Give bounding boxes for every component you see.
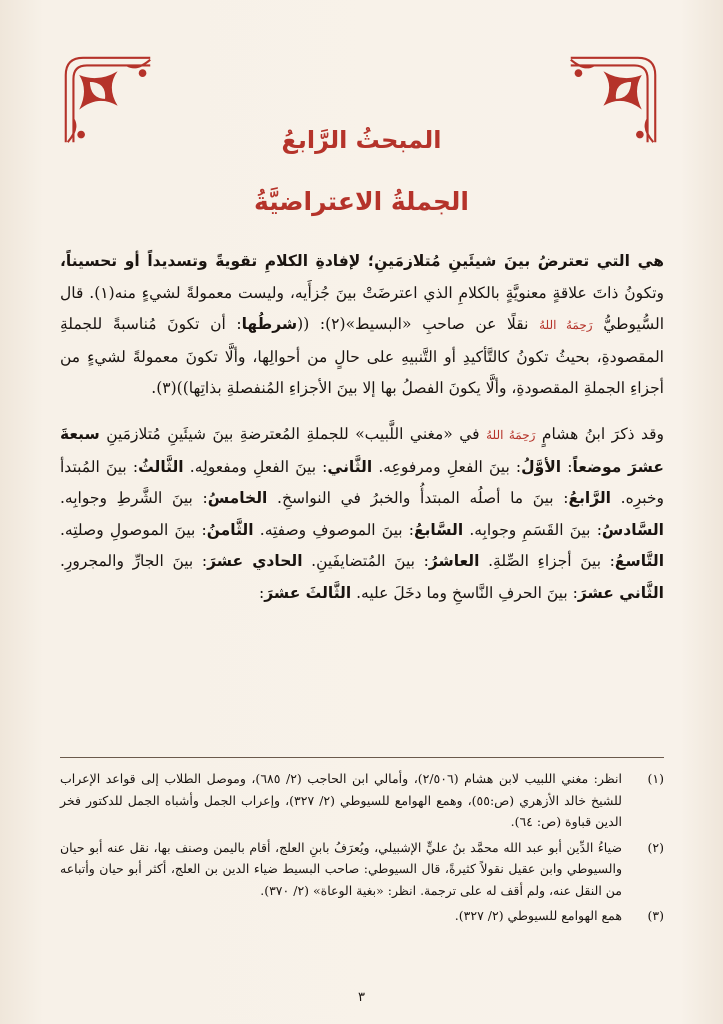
ordinal-label: الرَّابعُ: [568, 489, 611, 508]
footnote-item: [60, 905, 664, 927]
text-run: وقد ذكرَ ابنُ هشامٍ: [535, 424, 665, 443]
footnote-ref[interactable]: (٢): [325, 315, 346, 334]
ordinal-label: السَّابعُ: [414, 520, 464, 539]
text-run: : بينَ الشَّرطِ وجوابِه.: [60, 489, 208, 508]
footnote-text: ضياءُ الدِّين أبو عبد الله محمَّد بنُ عليٍّ الإشبيلي، ويُعرَفُ بابنِ العلج، أقام باليمن وصنف بها، نقل عنه أبو حيان والسيوطي وابن عقيل نقولاً كثيرةً، قال السيوطي: صاحب البسيط ضياء الدين بن العلج، أكثر أبو حيان وأتباعه من النقل عنه، ولم أقف له على ترجمة. انظر: «بغية الوعاة» (٢/ ٣٧٠).: [60, 839, 622, 898]
headings: [0, 120, 723, 222]
footnote-item: [60, 837, 664, 902]
ordinal-label: الحادي عشرَ: [207, 552, 303, 571]
ordinal-label: الثَّاني: [327, 457, 373, 476]
ordinal-label: التَّاسعُ: [614, 552, 665, 571]
count-label: سبعةَ عشرَ موضعاً: [60, 424, 664, 476]
paragraph-definition: [60, 246, 664, 405]
text-run: : بينَ المُتضايفَينِ.: [302, 552, 429, 571]
text-run: : بينَ الجارِّ والمجرورِ.: [60, 552, 208, 571]
honorific: رَحِمَهُ اللهُ: [486, 427, 536, 442]
text-run: : بينَ أجزاءِ الصِّلةِ.: [479, 552, 615, 571]
ordinal-label: الثَّاني عشرَ: [577, 583, 664, 602]
page-number: ٣: [358, 990, 365, 1005]
ordinal-label: الثَّامنُ: [206, 520, 254, 539]
footnotes: [60, 768, 664, 931]
honorific: رَحِمَهُ اللهُ: [539, 318, 593, 333]
text-run: :: [259, 583, 265, 602]
ordinal-label: الخامسُ: [207, 489, 268, 508]
text-run: .: [151, 379, 157, 398]
text-run: . قال السُّيوطيُّ: [60, 283, 664, 334]
text-run: : بينَ المُبتدأ وخبرِه.: [60, 457, 665, 508]
footnote-ref[interactable]: (٣): [156, 379, 177, 398]
text-run: وتكونُ ذاتَ علاقةٍ معنويَّةٍ بالكلامِ الذي اعترضَتْ بينَ جُزأَيه، وليست معمولةً لشيءٍ منه: [114, 283, 664, 302]
ordinal-label: الثَّالثُ: [138, 457, 184, 476]
footnote-item: [60, 768, 664, 833]
footnote-text: همع الهوامع للسيوطي (٢/ ٣٢٧).: [454, 908, 622, 923]
footnote-ref[interactable]: (١): [94, 283, 115, 302]
text-run: : أن تكونَ مُناسبةً للجملةِ المقصودةِ، بحيثُ تكونُ كالتَّأكيدِ أو التَّنبيهِ على حالٍ من أحوالِها، وألَّا تكونَ معمولةً لشيءٍ من أجزاءِ الجملةِ المقصودةِ، وألَّا يكونَ الفصلُ بها إلا بينَ الأجزاءِ المُنفصلةِ بذاتِها)): [60, 315, 664, 398]
ordinal-label: السَّادسُ: [601, 520, 664, 539]
text-run: : بينَ الفعلِ ومرفوعِه.: [372, 457, 522, 476]
definition-lead: هي التي تعترضُ بينَ شيئَينِ مُتلازمَينِ؛ لإفادةِ الكلامِ تقويةً وتسديداً أو تحسيناً،: [60, 252, 664, 270]
text-run: نقلًا عن صاحبِ «البسيط»: [345, 315, 540, 334]
text-run: :: [561, 457, 573, 476]
text-run: في «مغني اللَّبيب» للجملةِ المُعترضةِ بينَ شيئَينِ مُتلازمَينِ: [99, 424, 487, 443]
ordinal-label: العاشرُ: [428, 552, 480, 571]
text-run: : بينَ ما أصلُه المبتدأُ والخبرُ في النواسخِ.: [267, 489, 569, 508]
paragraph-positions: [60, 419, 664, 610]
footnote-divider: [60, 757, 664, 758]
footnote-number: (٢): [647, 839, 664, 855]
ordinal-label: الثَّالثَ عشرَ: [264, 583, 352, 602]
text-run: : بينَ الموصولِ وصلتِه.: [60, 520, 207, 539]
text-run: : ((: [297, 315, 326, 334]
ordinal-label: الأوَّلُ: [521, 457, 562, 476]
section-title: الجملةُ الاعتراضيَّةُ: [254, 187, 469, 216]
body-text: [60, 246, 664, 610]
term-label: شرطُها: [241, 315, 298, 334]
footnote-text: انظر: مغني اللبيب لابن هشام (٢/٥٠٦)، وأمالي ابن الحاجب (٢/ ٦٨٥)، وموصل الطلاب إلى قواعد الإعراب للشيخ خالد الأزهري (ص:٥٥)، وهمع الهوامع للسيوطي (٢/ ٣٢٧)، وإعراب الجمل وأشباه الجمل للدكتور فخر الدين قباوة (ص: ٦٤).: [60, 771, 622, 829]
footnote-number: (٣): [647, 908, 664, 923]
text-run: : بينَ الفعلِ ومفعولِه.: [183, 457, 328, 476]
text-run: : بينَ الحرفِ النَّاسخِ وما دخَلَ عليه.: [351, 583, 578, 602]
chapter-title: المبحثُ الرَّابعُ: [281, 126, 442, 154]
footnote-number: (١): [647, 771, 664, 786]
text-run: : بينَ القَسَمِ وجوابِه.: [463, 520, 602, 539]
text-run: : بينَ الموصوفِ وصفتِه.: [253, 520, 415, 539]
